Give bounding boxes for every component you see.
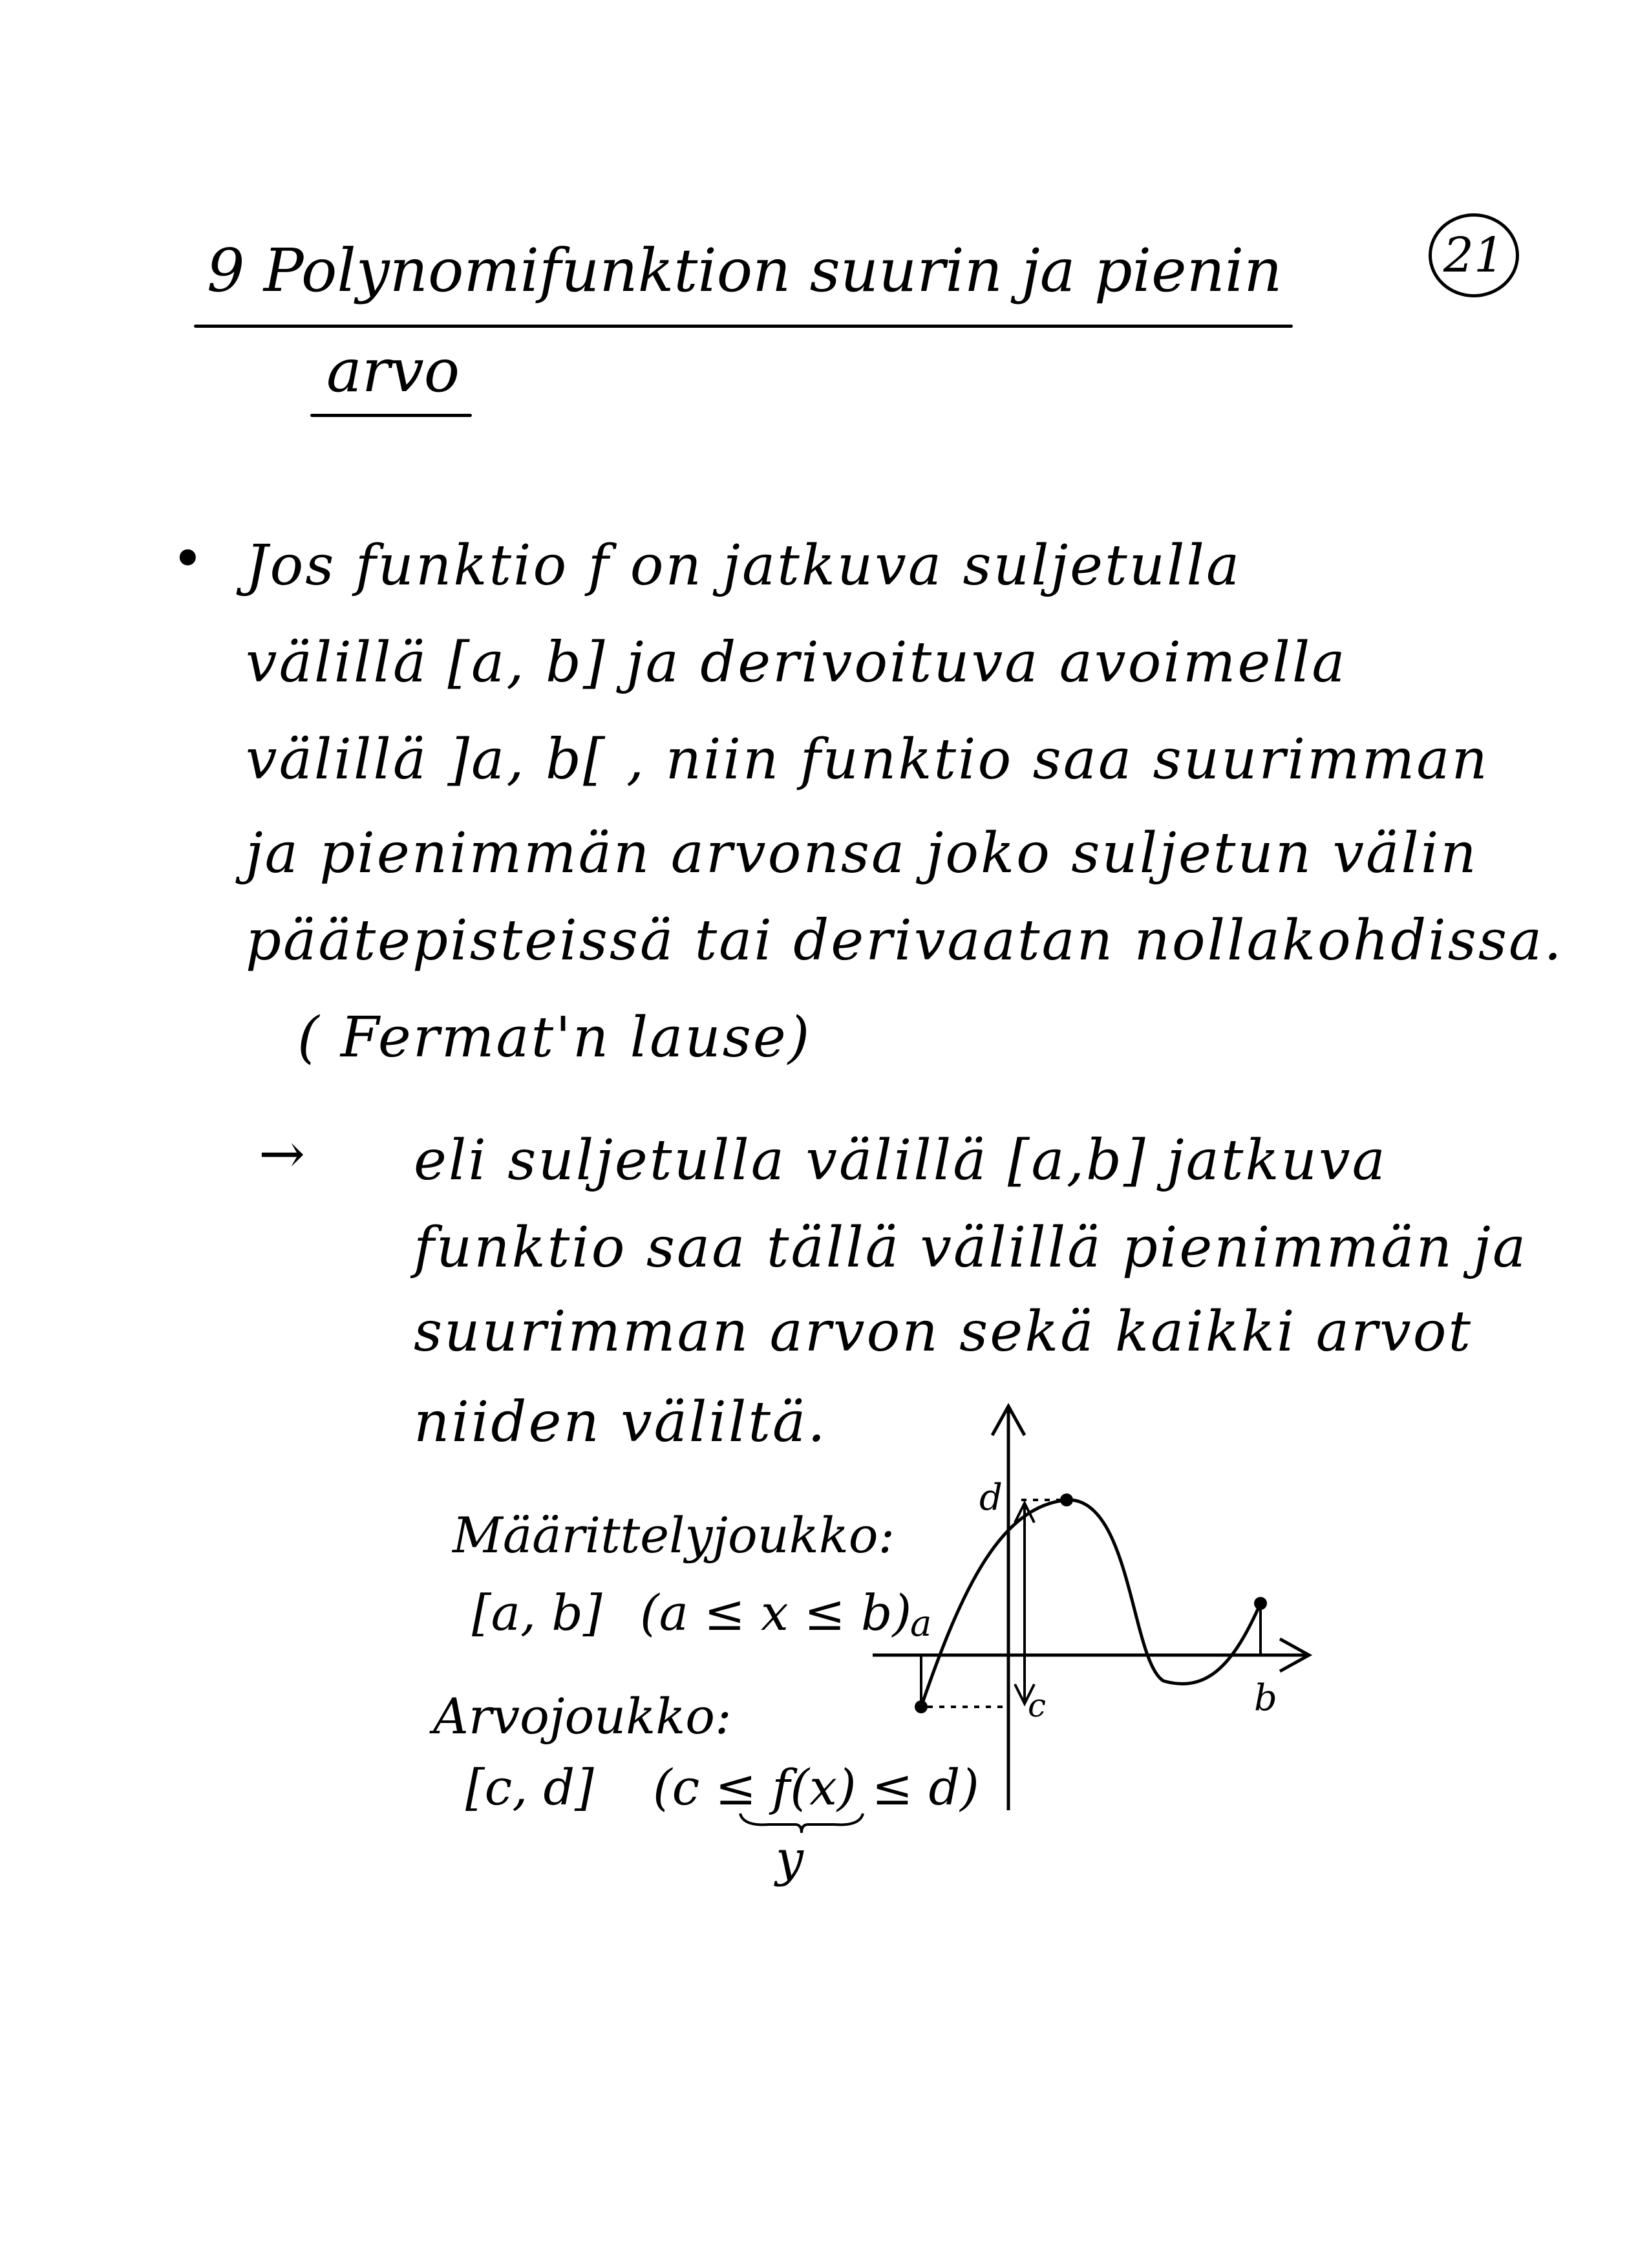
theorem-line: päätepisteissä tai derivaatan nollakohdissa. (246, 908, 1564, 973)
range-inequality: (c ≤ f(x) ≤ d) (653, 1759, 979, 1816)
title-underline-short (310, 414, 472, 417)
page-title: 9 Polynomifunktion suurin ja pienin (207, 236, 1282, 305)
consequence-line: niiden väliltä. (414, 1390, 827, 1455)
theorem-line: Jos funktio f on jatkuva suljetulla (246, 533, 1242, 598)
domain-label: Määrittelyjoukko: (452, 1506, 895, 1564)
label-a: a (910, 1603, 932, 1645)
consequence-line: eli suljetulla välillä [a,b] jatkuva (414, 1128, 1387, 1193)
theorem-line: välillä [a, b] ja derivoituva avoimella (246, 630, 1347, 695)
theorem-line: välillä ]a, b[ , niin funktio saa suurimman (246, 727, 1489, 792)
label-d: d (979, 1477, 1003, 1519)
range-label: Arvojoukko: (433, 1687, 732, 1745)
function-graph (834, 1390, 1332, 1817)
theorem-line: ja pienimmän arvonsa joko suljetun välin (246, 821, 1478, 886)
page-number-text: 21 (1443, 228, 1505, 283)
label-c: c (1028, 1687, 1047, 1724)
page-title-continued: arvo (326, 336, 460, 405)
consequence-line: funktio saa tällä välillä pienimmän ja (414, 1215, 1528, 1280)
function-curve (921, 1500, 1261, 1707)
range-interval: [c, d] (465, 1759, 594, 1816)
bullet: • (171, 527, 206, 592)
y-label: y (776, 1830, 803, 1887)
theorem-name: ( Fermat'n lause) (297, 1005, 812, 1070)
domain-interval: [a, b] (472, 1584, 602, 1642)
domain-inequality: (a ≤ x ≤ b) (640, 1584, 912, 1642)
consequence-line: suurimman arvon sekä kaikki arvot (414, 1300, 1473, 1364)
label-b: b (1254, 1677, 1277, 1719)
maximum-dot (1060, 1493, 1073, 1506)
arrow-symbol: → (259, 1122, 308, 1186)
title-underline (194, 325, 1293, 328)
page-number (1429, 213, 1519, 297)
